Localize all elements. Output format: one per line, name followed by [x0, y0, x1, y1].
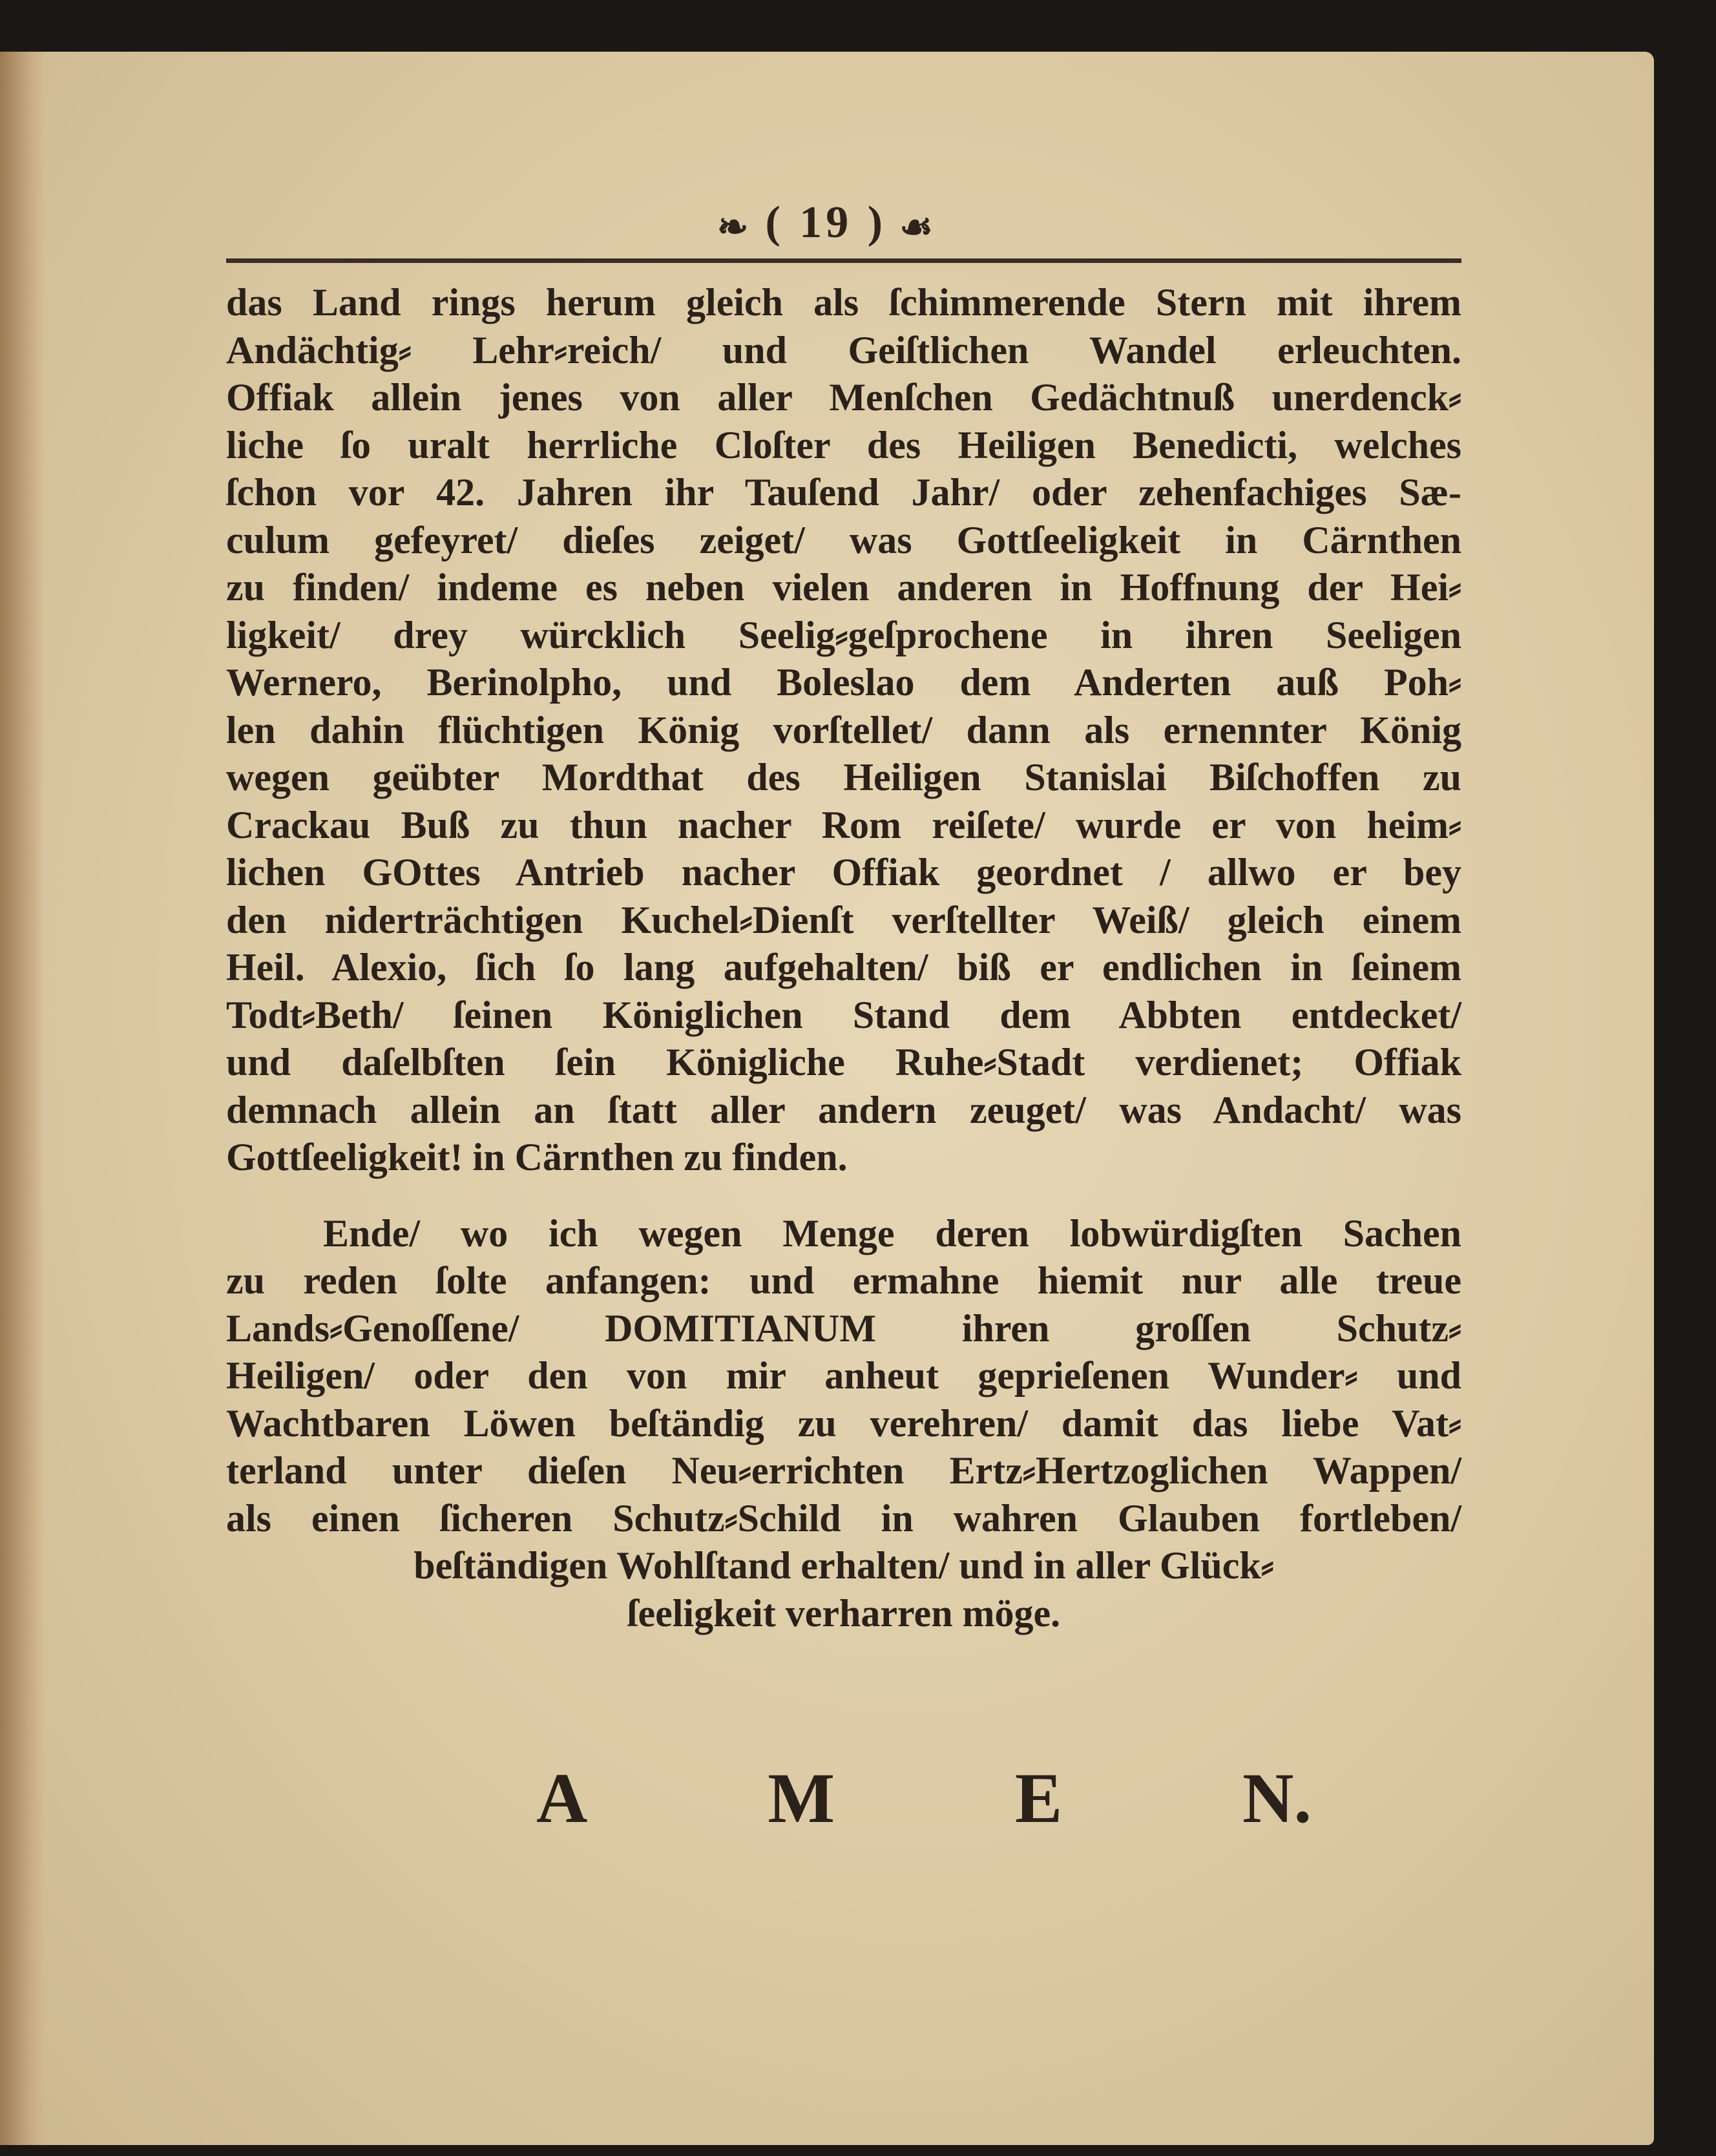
text-line: Ende/ wo ich wegen Menge deren lobwürdigſten Sachen: [323, 1211, 1461, 1255]
amen-letter: E: [1014, 1759, 1063, 1837]
text-line: als einen ſicheren Schutz⸗Schild in wahren Glauben fortleben/: [226, 1496, 1461, 1540]
text-line: Heil. Alexio, ſich ſo lang aufgehalten/ biß er endlichen in ſeinem: [226, 946, 1461, 989]
text-line: und daſelbſten ſein Königliche Ruhe⸗Stadt verdienet; Offiak: [226, 1041, 1461, 1083]
text-line: Lands⸗Genoſſene/ DOMITIANUM ihren groſſen Schutz⸗: [226, 1306, 1461, 1350]
text-line: liche ſo uralt herrliche Cloſter des Heiligen Benedicti, welches: [226, 423, 1461, 466]
text-line: Wernero, Berinolpho, und Boleslao dem Anderten auß Poh⸗: [226, 661, 1461, 704]
text-line: len dahin flüchtigen König vorſtellet/ dann als ernennter König: [226, 708, 1461, 751]
text-line: ſeeligkeit verharren möge.: [627, 1591, 1061, 1635]
text-line: beſtändigen Wohlſtand erhalten/ und in aller Glück⸗: [413, 1544, 1274, 1587]
amen-letter: N.: [1242, 1759, 1312, 1837]
text-line: lichen GOttes Antrieb nacher Offiak geordnet / allwo er bey: [226, 851, 1461, 894]
text-line: zu reden ſolte anfangen: und ermahne hiemit nur alle treue: [226, 1259, 1461, 1302]
page-gutter: [0, 52, 45, 2145]
text-line: zu finden/ indeme es neben vielen anderen in Hoffnung der Hei⸗: [226, 566, 1461, 609]
text-line: ſchon vor 42. Jahren ihr Tauſend Jahr/ oder zehenfachiges Sæ-: [226, 471, 1461, 514]
text-line: Heiligen/ oder den von mir anheut geprieſenen Wunder⸗ und: [226, 1354, 1461, 1397]
amen-letter: M: [768, 1759, 835, 1837]
body-text: [226, 279, 1461, 1637]
text-line: Gottſeeligkeit! in Cärnthen zu finden.: [226, 1136, 848, 1178]
text-line: ligkeit/ drey würcklich Seelig⸗geſprochene in ihren Seeligen: [226, 613, 1461, 656]
page-header: [0, 197, 1654, 249]
text-line: terland unter dieſen Neu⸗errichten Ertz⸗Hertzoglichen Wappen/: [226, 1449, 1461, 1492]
paragraph-2: [226, 1210, 1461, 1638]
page-number: ( 19 ): [765, 198, 887, 247]
text-line: wegen geübter Mordthat des Heiligen Stanislai Biſchoffen zu: [226, 756, 1461, 799]
text-line: Offiak allein jenes von aller Menſchen Gedächtnuß unerdenck⸗: [226, 376, 1461, 419]
text-line: Andächtig⸗ Lehr⸗reich/ und Geiſtlichen Wandel erleuchten.: [226, 328, 1461, 372]
text-line: culum gefeyret/ dieſes zeiget/ was Gottſeeligkeit in Cärnthen: [226, 518, 1461, 561]
text-line: Todt⸗Beth/ ſeinen Königlichen Stand dem Abbten entdecket/: [226, 993, 1461, 1036]
ornament-left-icon: ❧: [717, 205, 753, 248]
text-line: Crackau Buß zu thun nacher Rom reiſete/ wurde er von heim⸗: [226, 803, 1461, 846]
text-line: demnach allein an ſtatt aller andern zeuget/ was Andacht/ was: [226, 1088, 1461, 1131]
amen-letter: A: [536, 1759, 588, 1837]
text-line: Wachtbaren Löwen beſtändig zu verehren/ damit das liebe Vat⸗: [226, 1401, 1461, 1445]
closing-amen: [536, 1757, 1312, 1839]
ornament-right-icon: ☙: [899, 205, 937, 248]
text-line: das Land rings herum gleich als ſchimmerende Stern mit ihrem: [226, 281, 1461, 324]
paragraph-1: [226, 279, 1461, 1182]
text-line: den niderträchtigen Kuchel⸗Dienſt verſtellter Weiß/ gleich einem: [226, 898, 1461, 941]
header-rule: [226, 258, 1461, 263]
